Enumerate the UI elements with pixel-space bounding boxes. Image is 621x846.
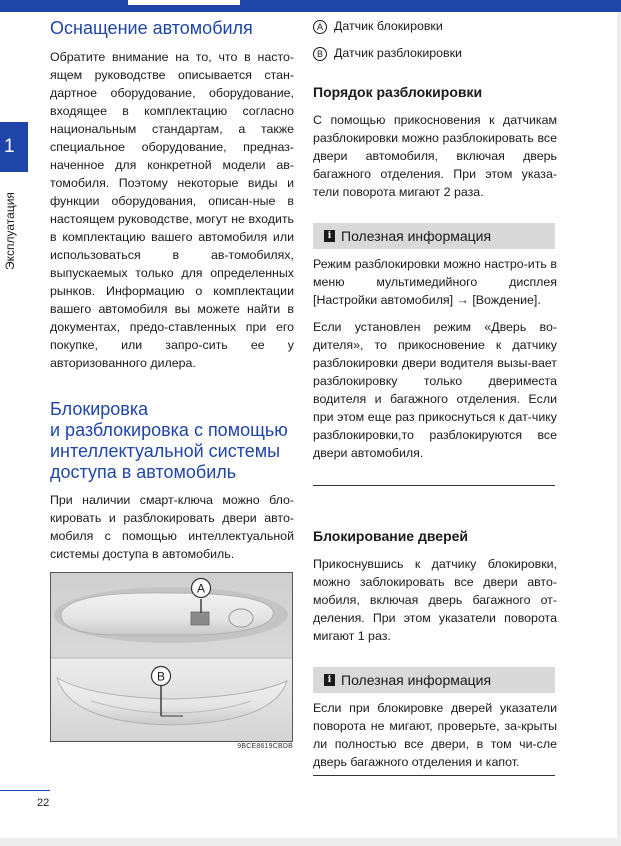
page-number: 22 bbox=[37, 797, 50, 809]
page-edge bbox=[617, 12, 621, 838]
legend-marker: B bbox=[313, 47, 327, 61]
lock-sensor bbox=[191, 612, 209, 625]
title-line: Блокировка bbox=[50, 399, 149, 419]
marker-a-label: A bbox=[196, 581, 206, 596]
door-handle-drawing bbox=[51, 573, 292, 741]
info-paragraph: Если при блокировке дверей указатели поворота не мигают, проверьте, за-крыты ли полностью все двери, в том чи-сле дверь багажного отделения и капот. bbox=[313, 701, 557, 769]
info-icon: i bbox=[324, 230, 335, 242]
section-body-unlock: С помощью прикосновения к датчикам разблокировки можно разблокировать все двери автомобиля, включая дверь багажного отделения. При этом указа-тели поворота мигают 2 раза. bbox=[313, 113, 557, 199]
section-body-equipment: Обратите внимание на то, что в насто-ящем руководстве описывается стан-дартное оборудование, оборудование, входящее в комплектацию согласно национальным стандартам, а также специальное оборудование, предназ-наченное для конкретной модели ав-томобиля. Поэтому некоторые виды и функции оборудования, описан-ные в настоящем руководстве, могут не входить в комплектацию вашего автомобиля или использоваться в ав-томобилях, выпускаемых только для определенных рынков. Информацию о комплектации вашего автомобиля вы можете найти в документах, предо-ставленных при его покупке, или запро-сить ее у авторизованного дилера. bbox=[50, 50, 294, 370]
legend-text: Датчик блокировки bbox=[334, 19, 443, 33]
marker-b-label: B bbox=[156, 669, 166, 684]
info-box-header bbox=[313, 223, 555, 249]
header-tab bbox=[128, 0, 240, 5]
info-box-label: Полезная информация bbox=[341, 228, 492, 244]
section-title-smart-entry bbox=[50, 399, 294, 483]
legend-marker: A bbox=[313, 20, 327, 34]
section-body-smart-entry: При наличии смарт-ключа можно бло-кировать и разблокировать двери авто-мобиля с помощью интеллектуальной системы доступа в автомобиль. bbox=[50, 493, 294, 561]
door-handle-illustration bbox=[50, 572, 293, 742]
chapter-number-tab: 1 bbox=[0, 122, 28, 172]
info-box-label: Полезная информация bbox=[341, 672, 492, 688]
section-title-unlock: Порядок разблокировки bbox=[313, 84, 483, 100]
section-title-lock: Блокирование дверей bbox=[313, 528, 469, 544]
bottom-strip bbox=[0, 838, 621, 846]
title-line: доступа в автомобиль bbox=[50, 462, 237, 482]
legend-text: Датчик разблокировки bbox=[334, 46, 462, 60]
info-paragraph: Если установлен режим «Дверь во-дителя», то прикосновение к датчику разблокировки двери водителя вызы-вает разблокировку только двериместа водителя и багажного отделения. Если при этом еще раз прикоснуться к дат-чику разблокировки,то разблокируются все двери автомобиля. bbox=[313, 320, 557, 460]
top-header-bar bbox=[0, 0, 621, 12]
divider bbox=[313, 485, 555, 486]
legend-item-a bbox=[313, 17, 443, 35]
section-title-equipment: Оснащение автомобиля bbox=[50, 18, 253, 38]
title-line: интеллектуальной системы bbox=[50, 441, 281, 461]
info-icon: i bbox=[324, 674, 335, 686]
section-body-lock: Прикоснувшись к датчику блокировки, можно заблокировать все двери авто-мобиля, включая дверь багажного от-деления. При этом указатели поворота мигают 1 раз. bbox=[313, 557, 557, 643]
info-box-header bbox=[313, 667, 555, 693]
info-paragraph: Режим разблокировки можно настро-ить в меню мультимедийного дисплея [Настройки автомобиля] → [Вождение]. bbox=[313, 257, 557, 307]
divider bbox=[313, 775, 555, 776]
figure-code: 9BCE8619CBDB bbox=[237, 743, 293, 750]
key-cylinder bbox=[229, 609, 253, 627]
chapter-label: Эксплуатация bbox=[3, 192, 17, 270]
title-line: и разблокировка с помощью bbox=[50, 420, 288, 440]
footer-rule bbox=[0, 790, 50, 791]
legend-item-b bbox=[313, 44, 462, 62]
